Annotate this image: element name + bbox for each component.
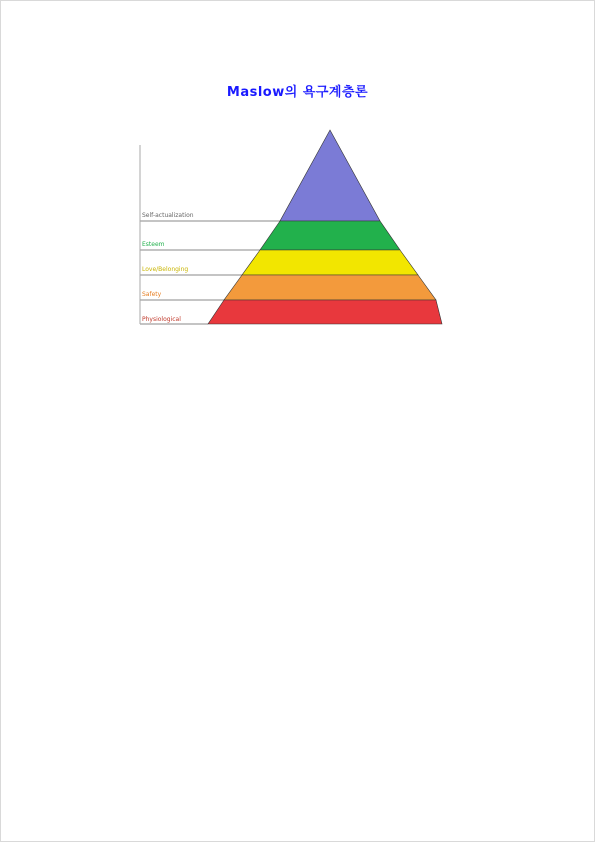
label-safety: Safety — [142, 291, 162, 298]
label-self-actualization: Self-actualization — [142, 212, 194, 219]
document-title: Maslow의 욕구계층론 — [226, 85, 369, 100]
label-esteem: Esteem — [142, 241, 165, 248]
label-love-belonging: Love/Belonging — [142, 266, 189, 273]
pyramid-level-esteem — [260, 221, 400, 250]
pyramid-level-physiological — [208, 300, 442, 324]
pyramid-level-safety — [224, 275, 436, 300]
pyramid-level-self-actualization — [280, 130, 380, 221]
maslow-pyramid-figure — [138, 125, 443, 357]
label-physiological: Physiological — [142, 316, 181, 323]
pyramid-svg — [138, 125, 443, 325]
pyramid-level-love-belonging — [242, 250, 418, 275]
